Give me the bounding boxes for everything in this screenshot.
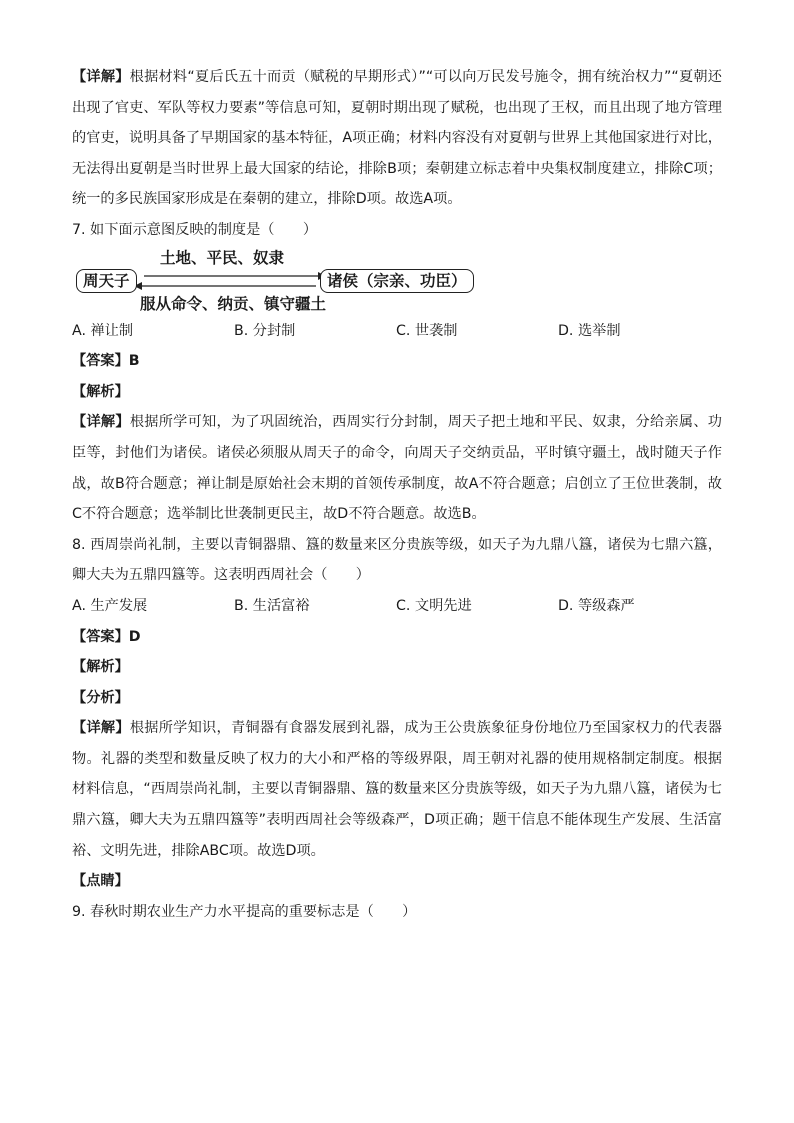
option-c: C. 文明先进 — [396, 597, 472, 614]
option-a: A. 生产发展 — [72, 597, 148, 614]
detail-tag: 【详解】 — [72, 720, 130, 737]
fengjian-diagram — [72, 246, 492, 316]
option-b: B. 分封制 — [234, 322, 296, 339]
diagram-node-zhou-tianzi: 周天子 — [76, 269, 137, 293]
q7-stem: 7. 如下面示意图反映的制度是（ ） — [72, 221, 318, 238]
q8-fenxi-label: 【分析】 — [72, 689, 129, 706]
q7-analysis-label: 【解析】 — [72, 383, 129, 400]
q8-analysis-label: 【解析】 — [72, 659, 129, 676]
detail-text: 根据所学知识，青铜器有食器发展到礼器，成为王公贵族象征身份地位乃至国家权力的代表器物。礼器的类型和数量反映了权力的大小和严格的等级界限，周王朝对礼器的使用规格制定制度。根据材料信息，“西周崇尚礼制，主要以青铜器鼎、簋的数量来区分贵族等级，如天子为九鼎八簋，诸侯为七鼎六簋，卿大夫为五鼎四簋等”表明西周社会等级森严，D项正确；题干信息不能体现生产发展、生活富裕、文明先进，排除ABC项。故选D项。 — [72, 720, 722, 859]
diagram-bottom-label: 服从命令、纳贡、镇守疆土 — [140, 294, 327, 313]
q7-options — [72, 316, 722, 347]
q8-options — [72, 591, 722, 622]
q6-detail — [72, 62, 722, 215]
option-a: A. 禅让制 — [72, 322, 134, 339]
q8-detail — [72, 713, 722, 866]
detail-tag: 【详解】 — [72, 414, 130, 431]
q8-dianjing-label: 【点睛】 — [72, 873, 129, 890]
detail-text: 根据材料“夏后氏五十而贡（赋税的早期形式）”“可以向万民发号施令，拥有统治权力”“夏朝还出现了官吏、军队等权力要素”等信息可知，夏朝时期出现了赋税，也出现了王权，而且出现了地方管理的官吏，说明具备了早期国家的基本特征，A项正确；材料内容没有对夏朝与世界上其他国家进行对比，无法得出夏朝是当时世界上最大国家的结论，排除B项；秦朝建立标志着中央集权制度建立，排除C项；统一的多民族国家形成是在秦朝的建立，排除D项。故选A项。 — [72, 69, 722, 208]
q7-detail — [72, 407, 722, 529]
option-d: D. 等级森严 — [558, 597, 635, 614]
q9-stem: 9. 春秋时期农业生产力水平提高的重要标志是（ ） — [72, 903, 417, 920]
option-b: B. 生活富裕 — [234, 597, 310, 614]
q8-stem: 8. 西周崇尚礼制，主要以青铜器鼎、簋的数量来区分贵族等级，如天子为九鼎八簋，诸侯为七鼎六簋，卿大夫为五鼎四簋等。这表明西周社会（ ） — [72, 536, 722, 584]
diagram-top-label: 土地、平民、奴隶 — [160, 248, 285, 267]
detail-text: 根据所学可知，为了巩固统治，西周实行分封制，周天子把土地和平民、奴隶，分给亲属、功臣等，封他们为诸侯。诸侯必须服从周天子的命令，向周天子交纳贡品，平时镇守疆土，战时随天子作战，故B符合题意；禅让制是原始社会末期的首领传承制度，故A不符合题意；启创立了王位世袭制，故C不符合题意；选举制比世袭制更民主，故D不符合题意。故选B。 — [72, 414, 722, 523]
page-content — [72, 62, 722, 927]
detail-tag: 【详解】 — [72, 69, 130, 85]
option-c: C. 世袭制 — [396, 322, 458, 339]
q7-answer: 【答案】B — [72, 353, 140, 370]
diagram-node-zhuhou: 诸侯（宗亲、功臣） — [320, 269, 474, 293]
q8-answer: 【答案】D — [72, 628, 141, 645]
option-d: D. 选举制 — [558, 322, 621, 339]
